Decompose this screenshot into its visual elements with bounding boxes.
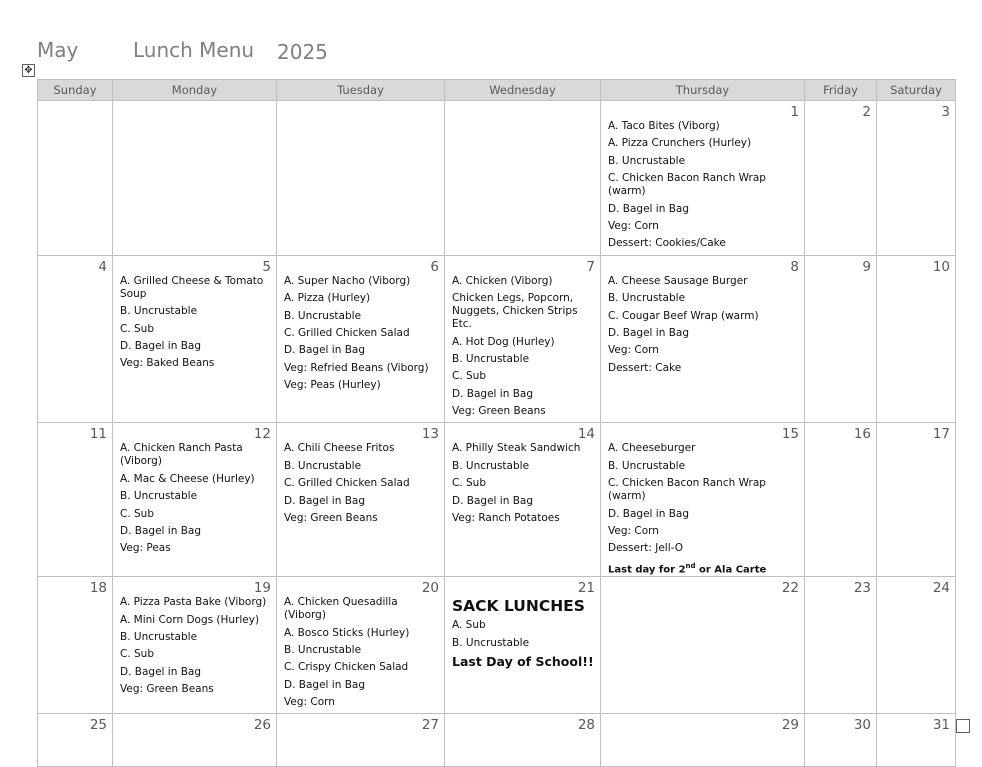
day-number: 11 [89,426,107,443]
menu-item: A. Pizza Pasta Bake (Viborg) [120,596,267,609]
day-cell[interactable] [277,101,445,256]
menu-items [445,275,600,418]
menu-item: Veg: Green Beans [452,405,546,418]
day-cell[interactable] [805,714,877,767]
menu-item: B. Uncrustable [452,352,530,365]
calendar-table [37,79,956,767]
day-number: 17 [932,426,950,443]
menu-note-text: Last day for 2 [608,564,686,576]
day-number [113,101,276,104]
menu-items [601,275,804,375]
menu-item: B. Uncrustable [284,309,362,322]
menu-item: A. Mac & Cheese (Hurley) [120,472,255,485]
menu-item: B. Uncrustable [120,305,198,318]
menu-item: A. Bosco Sticks (Hurley) [284,626,410,639]
day-number [38,101,112,104]
day-number: 4 [98,258,107,275]
menu-note [608,560,800,576]
menu-item: D. Bagel in Bag [608,202,689,215]
menu-item: C. Grilled Chicken Salad [284,326,410,339]
menu-item: Veg: Corn [608,344,659,357]
day-number: 18 [89,580,107,597]
day-cell[interactable] [445,101,601,256]
menu-items [113,596,276,696]
menu-item: Veg: Corn [608,525,659,538]
day-cell[interactable] [277,423,445,577]
day-cell[interactable] [601,423,805,577]
menu-item: Dessert: Cookies/Cake [608,237,726,250]
day-cell[interactable] [601,577,805,714]
menu-item: Chicken Legs, Popcorn, Nuggets, Chicken Strips Etc. [452,292,578,331]
menu-item: D. Bagel in Bag [284,678,365,691]
menu-item: Dessert: Cake [608,361,682,374]
day-cell[interactable] [877,423,956,577]
day-number: 15 [781,426,799,443]
day-number: 3 [941,104,950,120]
day-cell[interactable] [601,714,805,767]
day-cell[interactable] [38,255,113,423]
week-row [38,577,956,714]
day-cell[interactable] [877,255,956,423]
menu-items [277,442,444,525]
day-cell[interactable] [38,577,113,714]
day-cell[interactable] [38,101,113,256]
menu-items [113,275,276,371]
title-name: Lunch Menu [133,38,255,62]
day-number: 9 [862,258,871,275]
menu-item: B. Uncrustable [120,630,198,643]
day-number: 28 [577,717,595,734]
day-cell[interactable] [113,101,277,256]
day-number: 30 [853,717,871,734]
day-number: 19 [253,580,271,597]
menu-item: D. Bagel in Bag [120,525,201,538]
day-cell[interactable] [38,423,113,577]
menu-item: Veg: Green Beans [284,512,378,525]
day-number: 8 [790,258,799,275]
menu-item: B. Uncrustable [452,459,530,472]
day-cell[interactable] [601,255,805,423]
menu-item: C. Sub [452,370,486,383]
menu-item: A. Pizza (Hurley) [284,292,371,305]
menu-item: C. Chicken Bacon Ranch Wrap (warm) [608,172,766,198]
day-number: 26 [253,717,271,734]
day-cell[interactable] [877,714,956,767]
day-number: 1 [790,104,799,120]
table-move-handle-icon[interactable]: ✥ [22,64,35,77]
menu-items [277,596,444,709]
menu-item: D. Bagel in Bag [120,339,201,352]
menu-item: A. Chicken Quesadilla (Viborg) [284,596,398,622]
menu-item: C. Sub [120,648,154,661]
day-cell[interactable] [113,714,277,767]
day-number: 10 [932,258,950,275]
menu-item: D. Bagel in Bag [120,665,201,678]
weekday-header: Sunday [38,80,113,101]
menu-item: A. Super Nacho (Viborg) [284,274,411,287]
menu-footer-note: Last Day of School!! [452,653,594,669]
day-cell[interactable] [277,255,445,423]
menu-item: D. Bagel in Bag [284,494,365,507]
menu-item: A. Philly Steak Sandwich [452,442,581,455]
menu-item: A. Chicken Ranch Pasta (Viborg) [120,442,243,468]
menu-note-superscript: nd [685,561,696,570]
week-row [38,423,956,577]
day-cell[interactable] [805,255,877,423]
menu-items [113,442,276,555]
menu-item: D. Bagel in Bag [452,387,533,400]
day-number: 31 [932,717,950,734]
week-row [38,714,956,767]
weekday-header: Thursday [601,80,805,101]
menu-item: A. Cheese Sausage Burger [608,274,748,287]
day-number: 24 [932,580,950,597]
menu-item: A. Sub [452,619,486,632]
weekday-header: Wednesday [445,80,601,101]
day-number: 7 [586,258,595,275]
menu-item: B. Uncrustable [284,643,362,656]
day-number: 23 [853,580,871,597]
day-number: 27 [421,717,439,734]
day-number: 12 [253,426,271,443]
menu-item: B. Uncrustable [120,490,198,503]
menu-item: A. Chicken (Viborg) [452,274,553,287]
day-cell[interactable] [445,714,601,767]
menu-item: A. Taco Bites (Viborg) [608,120,720,132]
menu-item: Veg: Green Beans [120,683,214,696]
menu-item: A. Pizza Crunchers (Hurley) [608,137,752,150]
day-cell[interactable] [445,255,601,423]
menu-item: C. Sub [120,322,154,335]
day-cell[interactable] [877,577,956,714]
day-cell[interactable] [277,577,445,714]
day-cell[interactable] [805,577,877,714]
title-year: 2025 [277,40,328,64]
title-month: May [37,38,79,62]
menu-item: D. Bagel in Bag [284,344,365,357]
table-resize-handle-icon[interactable] [956,719,970,733]
menu-item: C. Grilled Chicken Salad [284,477,410,490]
menu-item: Veg: Corn [284,696,335,709]
menu-item: Veg: Corn [608,219,659,232]
menu-item: B. Uncrustable [608,154,686,167]
day-cell[interactable] [601,101,805,256]
menu-item: C. Cougar Beef Wrap (warm) [608,309,759,322]
weekday-header: Tuesday [277,80,445,101]
day-number: 25 [89,717,107,734]
weekday-header: Friday [805,80,877,101]
weekday-header: Monday [113,80,277,101]
day-cell[interactable] [877,101,956,256]
menu-item: A. Mini Corn Dogs (Hurley) [120,613,260,626]
menu-item: Veg: Peas (Hurley) [284,379,381,392]
day-number: 29 [781,717,799,734]
day-number [445,101,600,104]
menu-item: D. Bagel in Bag [452,494,533,507]
menu-items [601,442,804,576]
day-number: 13 [421,426,439,443]
menu-item: C. Sub [120,507,154,520]
menu-item: B. Uncrustable [284,459,362,472]
menu-item: D. Bagel in Bag [608,326,689,339]
calendar-body [38,101,956,767]
menu-heading: SACK LUNCHES [452,597,585,616]
menu-items [445,597,600,670]
day-cell[interactable] [805,423,877,577]
menu-items [277,275,444,392]
menu-item: B. Uncrustable [608,292,686,305]
week-row [38,101,956,256]
day-cell[interactable] [445,577,601,714]
menu-item: Veg: Refried Beans (Viborg) [284,361,429,374]
day-number: 14 [577,426,595,443]
menu-item: B. Uncrustable [452,636,530,649]
day-number: 16 [853,426,871,443]
menu-item: D. Bagel in Bag [608,507,689,520]
day-number: 22 [781,580,799,597]
weekday-header-row [38,80,956,101]
menu-item: Veg: Ranch Potatoes [452,512,560,525]
day-number: 5 [262,258,271,275]
menu-note-text: or Ala Carte [695,564,767,576]
menu-items [445,442,600,525]
menu-item: Dessert: Jell-O [608,542,683,555]
day-cell[interactable] [445,423,601,577]
menu-item: Veg: Peas [120,542,171,555]
week-row [38,255,956,423]
menu-item: A. Chili Cheese Fritos [284,442,395,455]
menu-items [601,120,804,250]
day-cell[interactable] [113,423,277,577]
menu-item: Veg: Baked Beans [120,357,215,370]
day-cell[interactable] [805,101,877,256]
day-number: 21 [577,580,595,597]
menu-item: C. Sub [452,477,486,490]
menu-item: C. Crispy Chicken Salad [284,661,409,674]
day-number [277,101,444,104]
day-cell[interactable] [113,577,277,714]
day-number: 6 [430,258,439,275]
day-number: 2 [862,104,871,120]
day-cell[interactable] [113,255,277,423]
day-cell[interactable] [277,714,445,767]
menu-item: C. Chicken Bacon Ranch Wrap (warm) [608,477,766,503]
menu-item: A. Hot Dog (Hurley) [452,335,555,348]
menu-item: A. Cheeseburger [608,442,696,455]
day-cell[interactable] [38,714,113,767]
menu-item: B. Uncrustable [608,459,686,472]
page-title [37,36,637,66]
menu-item: A. Grilled Cheese & Tomato Soup [120,274,264,300]
day-number: 20 [421,580,439,597]
weekday-header: Saturday [877,80,956,101]
